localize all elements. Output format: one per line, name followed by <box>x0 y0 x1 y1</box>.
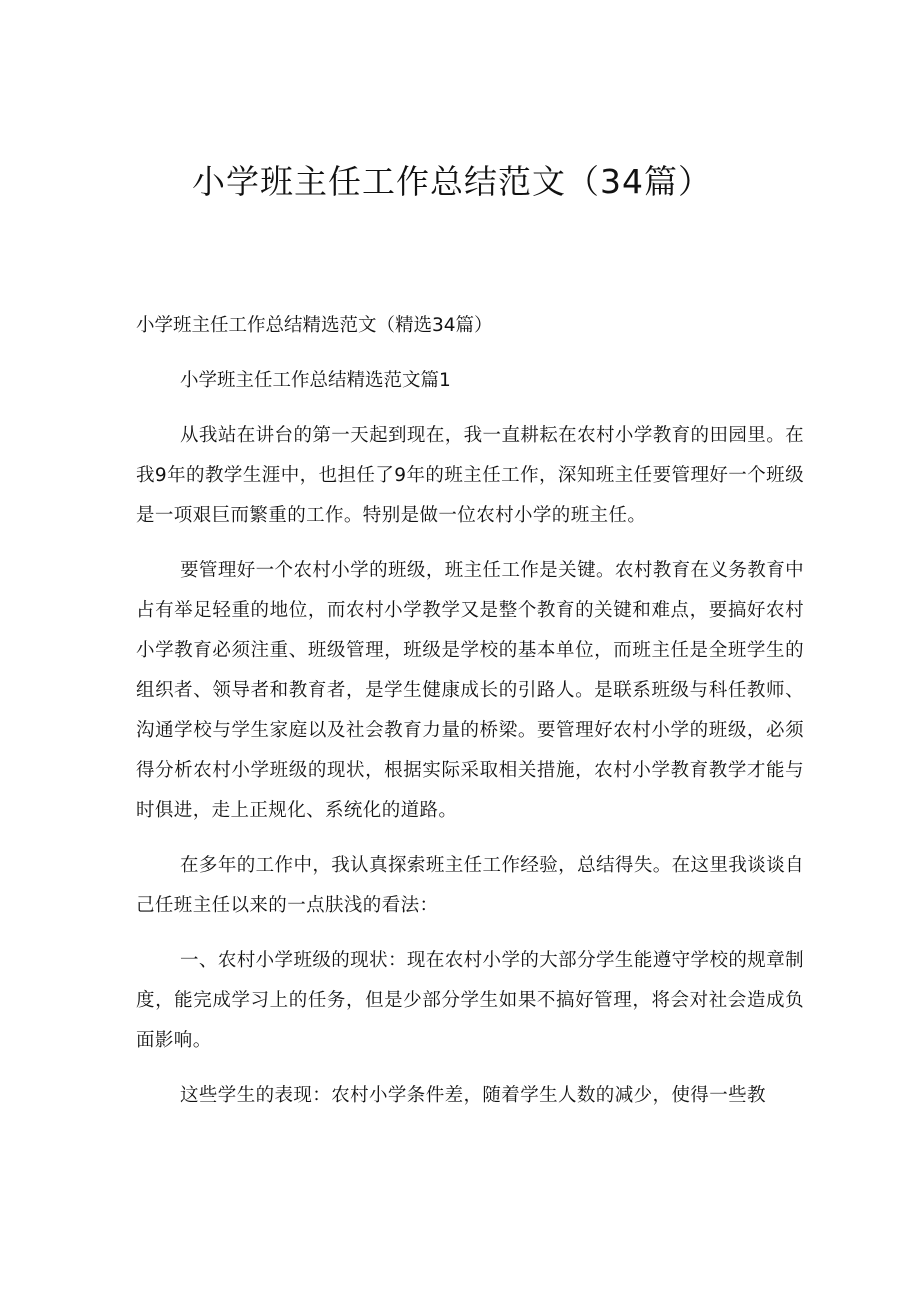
document-subtitle: 小学班主任工作总结精选范文（精选34篇） <box>136 315 493 336</box>
document-body <box>136 306 804 1131</box>
body-paragraph: 在多年的工作中，我认真探索班主任工作经验，总结得失。在这里我谈谈自己任班主任以来的一点肤浅的看法： <box>136 855 804 916</box>
body-paragraph: 一、农村小学班级的现状：现在农村小学的大部分学生能遵守学校的规章制度，能完成学习上的任务，但是少部分学生如果不搞好管理，将会对社会造成负面影响。 <box>136 950 804 1051</box>
body-paragraph: 从我站在讲台的第一天起到现在，我一直耕耘在农村小学教育的田园里。在我9年的教学生涯中，也担任了9年的班主任工作，深知班主任要管理好一个班级是一项艰巨而繁重的工作。特别是做一位农村小学的班主任。 <box>136 425 804 526</box>
body-paragraph: 要管理好一个农村小学的班级，班主任工作是关键。农村教育在义务教育中占有举足轻重的地位，而农村小学教学又是整个教育的关键和难点，要搞好农村小学教育必须注重、班级管理，班级是学校的基本单位，而班主任是全班学生的组织者、领导者和教育者，是学生健康成长的引路人。是联系班级与科任教师、沟通学校与学生家庭以及社会教育力量的桥梁。要管理好农村小学的班级，必须得分析农村小学班级的现状，根据实际采取相关措施，农村小学教育教学才能与时俱进，走上正规化、系统化的道路。 <box>136 560 804 821</box>
section-heading: 小学班主任工作总结精选范文篇1 <box>180 370 451 391</box>
document-title: 小学班主任工作总结范文（34篇） <box>192 162 712 201</box>
body-paragraph: 这些学生的表现：农村小学条件差，随着学生人数的减少，使得一些教 <box>180 1085 766 1106</box>
